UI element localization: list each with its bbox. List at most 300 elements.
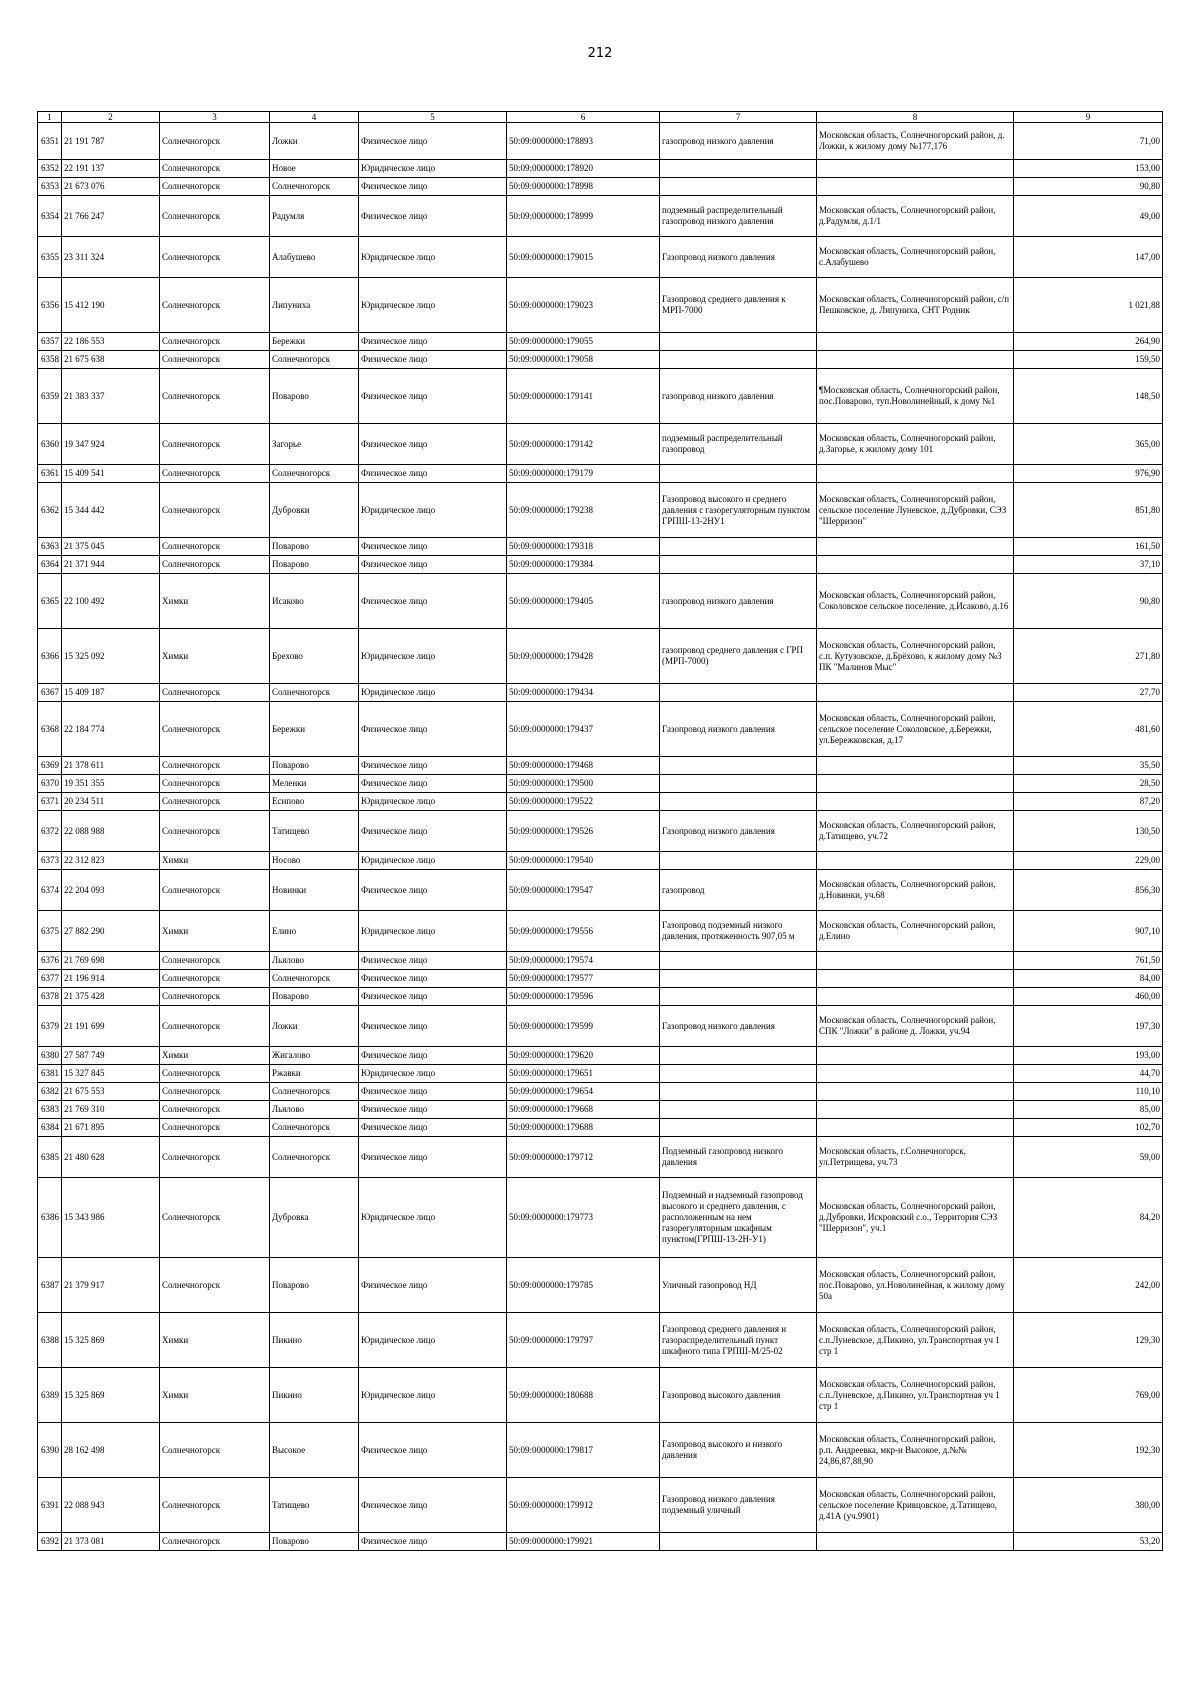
district-cell: Солнечногорск xyxy=(160,775,270,793)
district-cell: Солнечногорск xyxy=(160,1083,270,1101)
cadastral-number-cell: 50:09:0000000:179596 xyxy=(507,988,660,1006)
value-cell: 481,60 xyxy=(1014,702,1163,757)
row-number: 6360 xyxy=(38,424,62,465)
object-code: 21 375 428 xyxy=(62,988,160,1006)
district-cell: Солнечногорск xyxy=(160,196,270,237)
owner-type-cell: Физическое лицо xyxy=(359,574,507,629)
cadastral-number-cell: 50:09:0000000:178998 xyxy=(507,178,660,196)
owner-type-cell: Юридическое лицо xyxy=(359,1368,507,1423)
owner-type-cell: Физическое лицо xyxy=(359,1101,507,1119)
row-number: 6362 xyxy=(38,483,62,538)
district-cell: Химки xyxy=(160,629,270,684)
cadastral-number-cell: 50:09:0000000:179468 xyxy=(507,757,660,775)
district-cell: Солнечногорск xyxy=(160,1101,270,1119)
table-row xyxy=(38,1101,1163,1119)
district-cell: Солнечногорск xyxy=(160,1533,270,1551)
owner-type-cell: Юридическое лицо xyxy=(359,911,507,952)
row-number: 6357 xyxy=(38,333,62,351)
object-description-cell xyxy=(660,852,817,870)
table-row xyxy=(38,556,1163,574)
object-description-cell: подземный распределительный газопровод низкого давления xyxy=(660,196,817,237)
locality-cell: Поварово xyxy=(270,1258,359,1313)
row-number: 6365 xyxy=(38,574,62,629)
row-number: 6370 xyxy=(38,775,62,793)
locality-cell: Солнечногорск xyxy=(270,1083,359,1101)
table-row xyxy=(38,684,1163,702)
address-cell xyxy=(817,1119,1014,1137)
locality-cell: Льялово xyxy=(270,1101,359,1119)
cadastral-number-cell: 50:09:0000000:179556 xyxy=(507,911,660,952)
cadastral-number-cell: 50:09:0000000:179912 xyxy=(507,1478,660,1533)
district-cell: Солнечногорск xyxy=(160,424,270,465)
owner-type-cell: Физическое лицо xyxy=(359,424,507,465)
object-description-cell: газопровод низкого давления xyxy=(660,574,817,629)
object-description-cell: подземный распределительный газопровод xyxy=(660,424,817,465)
locality-cell: Есипово xyxy=(270,793,359,811)
object-code: 15 325 869 xyxy=(62,1313,160,1368)
address-cell: Московская область, Солнечногорский район, пос.Поварово, ул.Новолинейная, к жилому дому 50а xyxy=(817,1258,1014,1313)
value-cell: 907,10 xyxy=(1014,911,1163,952)
object-description-cell xyxy=(660,775,817,793)
owner-type-cell: Физическое лицо xyxy=(359,1083,507,1101)
value-cell: 102,70 xyxy=(1014,1119,1163,1137)
row-number: 6374 xyxy=(38,870,62,911)
address-cell: Московская область, Солнечногорский район, с.п.Луневское, д.Пикино, ул.Транспортная уч 1 стр 1 xyxy=(817,1313,1014,1368)
object-code: 15 327 845 xyxy=(62,1065,160,1083)
district-cell: Солнечногорск xyxy=(160,483,270,538)
owner-type-cell: Физическое лицо xyxy=(359,870,507,911)
table-row xyxy=(38,793,1163,811)
table-row xyxy=(38,123,1163,160)
district-cell: Солнечногорск xyxy=(160,1006,270,1047)
object-code: 21 769 698 xyxy=(62,952,160,970)
object-code: 22 100 492 xyxy=(62,574,160,629)
value-cell: 27,70 xyxy=(1014,684,1163,702)
value-cell: 976,90 xyxy=(1014,465,1163,483)
row-number: 6361 xyxy=(38,465,62,483)
table-row xyxy=(38,483,1163,538)
cadastral-number-cell: 50:09:0000000:179577 xyxy=(507,970,660,988)
object-code: 15 344 442 xyxy=(62,483,160,538)
locality-cell: Поварово xyxy=(270,757,359,775)
object-description-cell: Подземный и надземный газопровод высокого и среднего давления, с расположенным на нем газорегуляторным шкафным пунктом(ГРПШ-13-2Н-У1) xyxy=(660,1178,817,1258)
value-cell: 84,00 xyxy=(1014,970,1163,988)
object-description-cell xyxy=(660,178,817,196)
locality-cell: Ржавки xyxy=(270,1065,359,1083)
owner-type-cell: Физическое лицо xyxy=(359,1137,507,1178)
cadastral-number-cell: 50:09:0000000:179238 xyxy=(507,483,660,538)
cadastral-number-cell: 50:09:0000000:179574 xyxy=(507,952,660,970)
object-description-cell xyxy=(660,952,817,970)
object-code: 19 351 355 xyxy=(62,775,160,793)
table-row xyxy=(38,424,1163,465)
table-row xyxy=(38,870,1163,911)
address-cell: Московская область, г.Солнечногорск, ул.Петрищева, уч.73 xyxy=(817,1137,1014,1178)
object-description-cell xyxy=(660,351,817,369)
locality-cell: Солнечногорск xyxy=(270,970,359,988)
value-cell: 192,30 xyxy=(1014,1423,1163,1478)
table-row xyxy=(38,775,1163,793)
value-cell: 85,00 xyxy=(1014,1101,1163,1119)
owner-type-cell: Физическое лицо xyxy=(359,952,507,970)
cadastral-number-cell: 50:09:0000000:178893 xyxy=(507,123,660,160)
row-number: 6388 xyxy=(38,1313,62,1368)
object-description-cell xyxy=(660,1101,817,1119)
row-number: 6372 xyxy=(38,811,62,852)
object-description-cell xyxy=(660,1533,817,1551)
value-cell: 28,50 xyxy=(1014,775,1163,793)
object-code: 22 184 774 xyxy=(62,702,160,757)
cadastral-number-cell: 50:09:0000000:178999 xyxy=(507,196,660,237)
cadastral-number-cell: 50:09:0000000:179526 xyxy=(507,811,660,852)
object-description-cell xyxy=(660,757,817,775)
table-row xyxy=(38,1178,1163,1258)
value-cell: 769,00 xyxy=(1014,1368,1163,1423)
object-code: 21 379 917 xyxy=(62,1258,160,1313)
locality-cell: Поварово xyxy=(270,556,359,574)
row-number: 6390 xyxy=(38,1423,62,1478)
locality-cell: Солнечногорск xyxy=(270,684,359,702)
row-number: 6383 xyxy=(38,1101,62,1119)
cadastral-number-cell: 50:09:0000000:179651 xyxy=(507,1065,660,1083)
object-code: 21 675 638 xyxy=(62,351,160,369)
district-cell: Солнечногорск xyxy=(160,237,270,278)
object-code: 20 234 511 xyxy=(62,793,160,811)
object-description-cell xyxy=(660,1083,817,1101)
locality-cell: Поварово xyxy=(270,538,359,556)
column-header: 1 xyxy=(38,112,62,123)
value-cell: 87,20 xyxy=(1014,793,1163,811)
district-cell: Солнечногорск xyxy=(160,369,270,424)
table-row xyxy=(38,465,1163,483)
table-row xyxy=(38,1258,1163,1313)
locality-cell: Солнечногорск xyxy=(270,351,359,369)
object-code: 23 311 324 xyxy=(62,237,160,278)
cadastral-number-cell: 50:09:0000000:179055 xyxy=(507,333,660,351)
table-row xyxy=(38,988,1163,1006)
locality-cell: Поварово xyxy=(270,369,359,424)
object-code: 27 882 290 xyxy=(62,911,160,952)
row-number: 6364 xyxy=(38,556,62,574)
value-cell: 35,50 xyxy=(1014,757,1163,775)
object-description-cell xyxy=(660,160,817,178)
cadastral-number-cell: 50:09:0000000:179797 xyxy=(507,1313,660,1368)
row-number: 6367 xyxy=(38,684,62,702)
value-cell: 147,00 xyxy=(1014,237,1163,278)
value-cell: 110,10 xyxy=(1014,1083,1163,1101)
locality-cell: Поварово xyxy=(270,988,359,1006)
object-description-cell: Газопровод низкого давления подземный уличный xyxy=(660,1478,817,1533)
owner-type-cell: Физическое лицо xyxy=(359,1119,507,1137)
row-number: 6382 xyxy=(38,1083,62,1101)
cadastral-number-cell: 50:09:0000000:179318 xyxy=(507,538,660,556)
row-number: 6392 xyxy=(38,1533,62,1551)
cadastral-number-cell: 50:09:0000000:179540 xyxy=(507,852,660,870)
table-row xyxy=(38,811,1163,852)
address-cell: Московская область, Солнечногорский район, р.п. Андреевка, мкр-н Высокое, д.№№ 24,86,87,88,90 xyxy=(817,1423,1014,1478)
row-number: 6387 xyxy=(38,1258,62,1313)
row-number: 6359 xyxy=(38,369,62,424)
district-cell: Солнечногорск xyxy=(160,1478,270,1533)
value-cell: 242,00 xyxy=(1014,1258,1163,1313)
owner-type-cell: Физическое лицо xyxy=(359,970,507,988)
address-cell xyxy=(817,178,1014,196)
district-cell: Солнечногорск xyxy=(160,160,270,178)
owner-type-cell: Физическое лицо xyxy=(359,351,507,369)
table-row xyxy=(38,1065,1163,1083)
value-cell: 49,00 xyxy=(1014,196,1163,237)
object-code: 21 196 914 xyxy=(62,970,160,988)
row-number: 6376 xyxy=(38,952,62,970)
district-cell: Солнечногорск xyxy=(160,556,270,574)
value-cell: 59,00 xyxy=(1014,1137,1163,1178)
owner-type-cell: Физическое лицо xyxy=(359,988,507,1006)
district-cell: Солнечногорск xyxy=(160,333,270,351)
cadastral-number-cell: 50:09:0000000:179654 xyxy=(507,1083,660,1101)
object-code: 15 412 190 xyxy=(62,278,160,333)
address-cell xyxy=(817,465,1014,483)
object-description-cell xyxy=(660,333,817,351)
value-cell: 761,50 xyxy=(1014,952,1163,970)
cadastral-number-cell: 50:09:0000000:179428 xyxy=(507,629,660,684)
district-cell: Солнечногорск xyxy=(160,702,270,757)
row-number: 6384 xyxy=(38,1119,62,1137)
locality-cell: Липуниха xyxy=(270,278,359,333)
address-cell: Московская область, Солнечногорский район, д. Ложки, к жилому дому №177,176 xyxy=(817,123,1014,160)
table-row xyxy=(38,237,1163,278)
object-description-cell: Газопровод низкого давления xyxy=(660,811,817,852)
row-number: 6354 xyxy=(38,196,62,237)
owner-type-cell: Физическое лицо xyxy=(359,196,507,237)
table-row xyxy=(38,952,1163,970)
column-header: 9 xyxy=(1014,112,1163,123)
table-row xyxy=(38,351,1163,369)
row-number: 6371 xyxy=(38,793,62,811)
owner-type-cell: Юридическое лицо xyxy=(359,160,507,178)
district-cell: Солнечногорск xyxy=(160,178,270,196)
table-row xyxy=(38,1119,1163,1137)
value-cell: 193,00 xyxy=(1014,1047,1163,1065)
address-cell: Московская область, Солнечногорский район, Соколовское сельское поселение, д.Исаково, д.16 xyxy=(817,574,1014,629)
cadastral-number-cell: 50:09:0000000:179712 xyxy=(507,1137,660,1178)
district-cell: Солнечногорск xyxy=(160,952,270,970)
object-code: 21 673 076 xyxy=(62,178,160,196)
district-cell: Солнечногорск xyxy=(160,793,270,811)
table-row xyxy=(38,1083,1163,1101)
owner-type-cell: Юридическое лицо xyxy=(359,483,507,538)
locality-cell: Пикино xyxy=(270,1368,359,1423)
address-cell xyxy=(817,538,1014,556)
object-code: 21 675 553 xyxy=(62,1083,160,1101)
object-description-cell xyxy=(660,988,817,1006)
address-cell: Московская область, Солнечногорский район, д.Татищево, уч.72 xyxy=(817,811,1014,852)
address-cell: Московская область, Солнечногорский район, с.Алабушево xyxy=(817,237,1014,278)
table-row xyxy=(38,1137,1163,1178)
district-cell: Химки xyxy=(160,1047,270,1065)
column-header: 5 xyxy=(359,112,507,123)
value-cell: 90,80 xyxy=(1014,574,1163,629)
district-cell: Солнечногорск xyxy=(160,870,270,911)
table-row xyxy=(38,757,1163,775)
table-row xyxy=(38,702,1163,757)
object-code: 21 375 045 xyxy=(62,538,160,556)
cadastral-number-cell: 50:09:0000000:179773 xyxy=(507,1178,660,1258)
address-cell: Московская область, Солнечногорский район, д.Дубровки, Искровский с.о., Территория СЭЗ "Шерризон", уч.1 xyxy=(817,1178,1014,1258)
district-cell: Химки xyxy=(160,1368,270,1423)
address-cell: Московская область, Солнечногорский район, д.Новинки, уч.68 xyxy=(817,870,1014,911)
object-description-cell: Газопровод низкого давления xyxy=(660,702,817,757)
locality-cell: Брехово xyxy=(270,629,359,684)
locality-cell: Елино xyxy=(270,911,359,952)
owner-type-cell: Юридическое лицо xyxy=(359,629,507,684)
address-cell: ¶Московская область, Солнечногорский район, пос.Поварово, туп.Новолинейный, к дому №1 xyxy=(817,369,1014,424)
table-row xyxy=(38,852,1163,870)
cadastral-number-cell: 50:09:0000000:179142 xyxy=(507,424,660,465)
locality-cell: Льялово xyxy=(270,952,359,970)
cadastral-number-cell: 50:09:0000000:179785 xyxy=(507,1258,660,1313)
row-number: 6381 xyxy=(38,1065,62,1083)
district-cell: Химки xyxy=(160,911,270,952)
table-row xyxy=(38,911,1163,952)
object-code: 27 587 749 xyxy=(62,1047,160,1065)
value-cell: 159,50 xyxy=(1014,351,1163,369)
address-cell xyxy=(817,1101,1014,1119)
district-cell: Химки xyxy=(160,1313,270,1368)
value-cell: 53,20 xyxy=(1014,1533,1163,1551)
column-header: 7 xyxy=(660,112,817,123)
address-cell: Московская область, Солнечногорский район, с.п. Кутузовское, д.Брёхово, к жилому дому №3 ПК "Малинов Мыс" xyxy=(817,629,1014,684)
row-number: 6379 xyxy=(38,1006,62,1047)
address-cell xyxy=(817,952,1014,970)
object-description-cell xyxy=(660,684,817,702)
district-cell: Солнечногорск xyxy=(160,1137,270,1178)
row-number: 6366 xyxy=(38,629,62,684)
table-row xyxy=(38,538,1163,556)
object-description-cell xyxy=(660,1047,817,1065)
value-cell: 851,80 xyxy=(1014,483,1163,538)
table-body xyxy=(38,123,1163,1551)
row-number: 6389 xyxy=(38,1368,62,1423)
object-code: 21 191 787 xyxy=(62,123,160,160)
value-cell: 161,50 xyxy=(1014,538,1163,556)
object-code: 21 371 944 xyxy=(62,556,160,574)
object-description-cell: Газопровод высокого давления xyxy=(660,1368,817,1423)
object-description-cell: Газопровод подземный низкого давления, протяженность 907,05 м xyxy=(660,911,817,952)
value-cell: 1 021,88 xyxy=(1014,278,1163,333)
row-number: 6351 xyxy=(38,123,62,160)
row-number: 6385 xyxy=(38,1137,62,1178)
cadastral-number-cell: 50:09:0000000:179058 xyxy=(507,351,660,369)
address-cell: Московская область, Солнечногорский район, с.п.Луневское, д.Пикино, ул.Транспортная уч 1 стр 1 xyxy=(817,1368,1014,1423)
address-cell: Московская область, Солнечногорский район, сельское поселение Кривцовское, д.Татищево, д.41А (уч.9901) xyxy=(817,1478,1014,1533)
address-cell: Московская область, Солнечногорский район, с/п Пешковское, д. Липуниха, СНТ Родник xyxy=(817,278,1014,333)
object-code: 28 162 498 xyxy=(62,1423,160,1478)
value-cell: 460,00 xyxy=(1014,988,1163,1006)
row-number: 6375 xyxy=(38,911,62,952)
cadastral-number-cell: 50:09:0000000:179384 xyxy=(507,556,660,574)
object-description-cell: Газопровод среднего давления и газораспределительный пункт шкафного типа ГРПШ-М/25-02 xyxy=(660,1313,817,1368)
object-description-cell: Уличный газопровод НД xyxy=(660,1258,817,1313)
address-cell: Московская область, Солнечногорский район, сельское поселение Луневское, д.Дубровки, СЭЗ "Шерризон" xyxy=(817,483,1014,538)
cadastral-number-cell: 50:09:0000000:179547 xyxy=(507,870,660,911)
locality-cell: Бережки xyxy=(270,333,359,351)
object-code: 19 347 924 xyxy=(62,424,160,465)
table-row xyxy=(38,1368,1163,1423)
value-cell: 365,00 xyxy=(1014,424,1163,465)
object-description-cell: Подземный газопровод низкого давления xyxy=(660,1137,817,1178)
row-number: 6363 xyxy=(38,538,62,556)
object-code: 21 378 611 xyxy=(62,757,160,775)
owner-type-cell: Юридическое лицо xyxy=(359,278,507,333)
district-cell: Химки xyxy=(160,852,270,870)
owner-type-cell: Юридическое лицо xyxy=(359,852,507,870)
cadastral-number-cell: 50:09:0000000:179921 xyxy=(507,1533,660,1551)
row-number: 6380 xyxy=(38,1047,62,1065)
district-cell: Солнечногорск xyxy=(160,757,270,775)
column-header: 8 xyxy=(817,112,1014,123)
table-header xyxy=(38,112,1163,123)
owner-type-cell: Физическое лицо xyxy=(359,775,507,793)
locality-cell: Высокое xyxy=(270,1423,359,1478)
value-cell: 153,00 xyxy=(1014,160,1163,178)
row-number: 6368 xyxy=(38,702,62,757)
column-header: 4 xyxy=(270,112,359,123)
row-number: 6369 xyxy=(38,757,62,775)
address-cell xyxy=(817,757,1014,775)
locality-cell: Бережки xyxy=(270,702,359,757)
locality-cell: Меленки xyxy=(270,775,359,793)
value-cell: 130,50 xyxy=(1014,811,1163,852)
locality-cell: Пикино xyxy=(270,1313,359,1368)
registry-table xyxy=(37,111,1163,1551)
object-code: 22 191 137 xyxy=(62,160,160,178)
district-cell: Солнечногорск xyxy=(160,684,270,702)
address-cell xyxy=(817,793,1014,811)
district-cell: Солнечногорск xyxy=(160,1258,270,1313)
row-number: 6386 xyxy=(38,1178,62,1258)
object-code: 21 671 895 xyxy=(62,1119,160,1137)
object-code: 21 373 081 xyxy=(62,1533,160,1551)
object-code: 15 325 869 xyxy=(62,1368,160,1423)
locality-cell: Татищево xyxy=(270,811,359,852)
address-cell: Московская область, Солнечногорский район, сельское поселение Соколовское, д.Бережки, ул.Бережковская, д.17 xyxy=(817,702,1014,757)
address-cell xyxy=(817,556,1014,574)
value-cell: 148,50 xyxy=(1014,369,1163,424)
owner-type-cell: Физическое лицо xyxy=(359,811,507,852)
row-number: 6353 xyxy=(38,178,62,196)
address-cell xyxy=(817,970,1014,988)
locality-cell: Исаково xyxy=(270,574,359,629)
row-number: 6378 xyxy=(38,988,62,1006)
owner-type-cell: Физическое лицо xyxy=(359,178,507,196)
locality-cell: Радумля xyxy=(270,196,359,237)
locality-cell: Ложки xyxy=(270,1006,359,1047)
address-cell xyxy=(817,160,1014,178)
object-code: 21 383 337 xyxy=(62,369,160,424)
address-cell xyxy=(817,333,1014,351)
cadastral-number-cell: 50:09:0000000:179015 xyxy=(507,237,660,278)
column-header: 3 xyxy=(160,112,270,123)
table-row xyxy=(38,629,1163,684)
owner-type-cell: Физическое лицо xyxy=(359,556,507,574)
locality-cell: Дубровка xyxy=(270,1178,359,1258)
locality-cell: Солнечногорск xyxy=(270,1119,359,1137)
object-description-cell xyxy=(660,1119,817,1137)
cadastral-number-cell: 50:09:0000000:179141 xyxy=(507,369,660,424)
object-description-cell xyxy=(660,1065,817,1083)
cadastral-number-cell: 50:09:0000000:179817 xyxy=(507,1423,660,1478)
district-cell: Солнечногорск xyxy=(160,1178,270,1258)
